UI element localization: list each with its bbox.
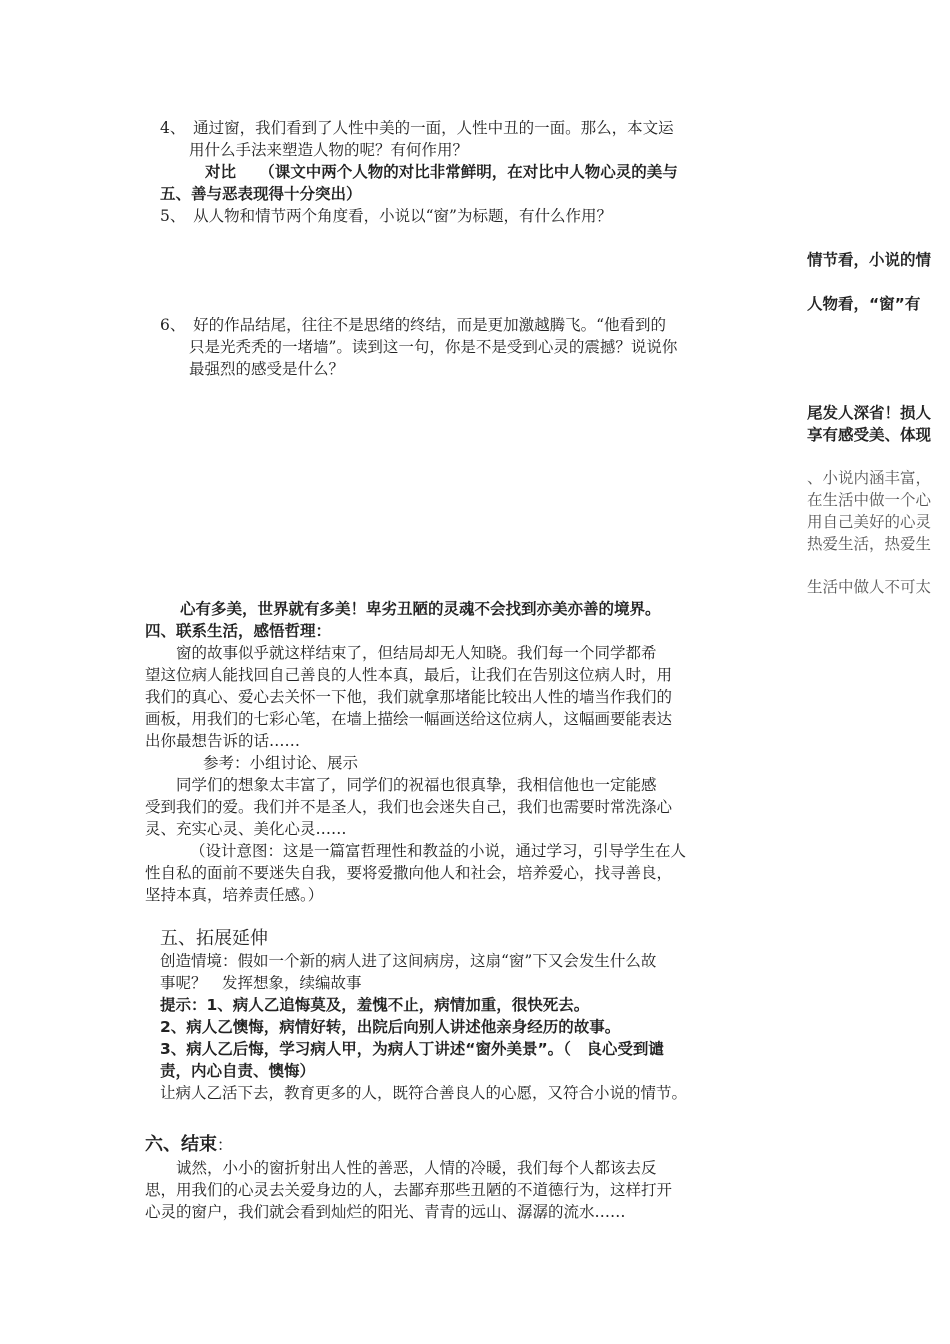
section-5-hint: 2、病人乙懊悔，病情好转，出院后向别人讲述他亲身经历的故事。	[160, 1018, 621, 1036]
section-4-reference: 参考：小组讨论、展示	[203, 754, 359, 772]
section-6-line: 诚然，小小的窗折射出人性的善恶，人情的冷暖，我们每个人都该去反	[145, 1159, 657, 1177]
section-5-scenario-line: 创造情境：假如一个新的病人进了这间病房，这扇“窗”下又会发生什么故	[160, 952, 657, 970]
margin-note-5: 、小说内涵丰富，	[807, 469, 932, 487]
section-6-heading: 六、结束	[145, 1134, 217, 1155]
section-4-p2-line: 同学们的想象太丰富了，同学们的祝福也很真挚，我相信他也一定能感	[145, 776, 657, 794]
section-5-hint: 提示：1、病人乙追悔莫及，羞愧不止，病情加重，很快死去。	[160, 996, 590, 1014]
margin-note-7: 用自己美好的心灵	[807, 513, 932, 531]
section-5-heading: 五、拓展延伸	[160, 928, 268, 949]
margin-note-1: 情节看，小说的情	[807, 251, 932, 269]
section-5-conclusion: 让病人乙活下去，教育更多的人，既符合善良人的心愿，又符合小说的情节。	[160, 1084, 688, 1102]
margin-note-8: 热爱生活，热爱生	[807, 535, 932, 553]
margin-note-9: 生活中做人不可太	[807, 578, 932, 596]
section-4-design-line: （设计意图：这是一篇富哲理性和教益的小说，通过学习，引导学生在人	[190, 842, 687, 860]
section-4-p2-line: 受到我们的爱。我们并不是圣人，我们也会迷失自己，我们也需要时常洗涤心	[145, 798, 673, 816]
section-4-design-line: 坚持本真，培养责任感。）	[145, 886, 324, 904]
question-4-answer-line-2: 五、善与恶表现得十分突出）	[160, 185, 362, 203]
section-6-colon: ：	[217, 1136, 233, 1154]
section-6-heading-row	[145, 1133, 233, 1157]
section-4-p1-line: 我们的真心、爱心去关怀一下他，我们就拿那堵能比较出人性的墙当作我们的	[145, 688, 673, 706]
section-5-hint: 3、病人乙后悔，学习病人甲，为病人丁讲述“窗外美景”。（ 良心受到谴	[160, 1040, 664, 1058]
question-6-line-3: 最强烈的感受是什么？	[189, 360, 345, 378]
section-6-line: 思，用我们的心灵去关爱身边的人，去鄙弃那些丑陋的不道德行为，这样打开	[145, 1181, 673, 1199]
section-4-p1-line: 望这位病人能找回自己善良的人性本真，最后，让我们在告别这位病人时，用	[145, 666, 673, 684]
question-6-line-2: 只是光秃秃的一堵墙”。读到这一句，你是不是受到心灵的震撼？说说你	[189, 338, 678, 356]
section-4-p2-line: 灵、充实心灵、美化心灵……	[145, 820, 347, 838]
section-6-line: 心灵的窗户，我们就会看到灿烂的阳光、青青的远山、潺潺的流水……	[145, 1203, 626, 1221]
question-6-line-1: 6、 好的作品结尾，往往不是思绪的终结，而是更加激越腾飞。“他看到的	[160, 316, 667, 334]
question-5: 5、 从人物和情节两个角度看，小说以“窗”为标题，有什么作用？	[160, 207, 612, 225]
section-4-p1-line: 画板，用我们的七彩心笔，在墙上描绘一幅画送给这位病人，这幅画要能表达	[145, 710, 673, 728]
margin-note-6: 在生活中做一个心	[807, 491, 932, 509]
section-4-p1-line: 出你最想告诉的话……	[145, 732, 301, 750]
question-4-answer-line-1: 对比 （课文中两个人物的对比非常鲜明，在对比中人物心灵的美与	[205, 163, 678, 181]
margin-note-2: 人物看，“窗”有	[807, 295, 921, 313]
margin-note-4: 享有感受美、体现	[807, 426, 932, 444]
question-4-line-1: 4、 通过窗，我们看到了人性中美的一面，人性中丑的一面。那么，本文运	[160, 119, 674, 137]
section-4-design-line: 性自私的面前不要迷失自我，要将爱撒向他人和社会，培养爱心，找寻善良，	[145, 864, 673, 882]
section-4-p1-line: 窗的故事似乎就这样结束了，但结局却无人知晓。我们每一个同学都希	[145, 644, 657, 662]
section-5-hint: 责，内心自责、懊悔）	[160, 1062, 316, 1080]
section-5-scenario-line: 事呢？ 发挥想象，续编故事	[160, 974, 362, 992]
section-4-heading: 四、联系生活，感悟哲理：	[145, 622, 332, 640]
question-4-line-2: 用什么手法来塑造人物的呢？有何作用？	[189, 141, 469, 159]
motto: 心有多美，世界就有多美！卑劣丑陋的灵魂不会找到亦美亦善的境界。	[180, 600, 661, 618]
margin-note-3: 尾发人深省！损人	[807, 404, 932, 422]
